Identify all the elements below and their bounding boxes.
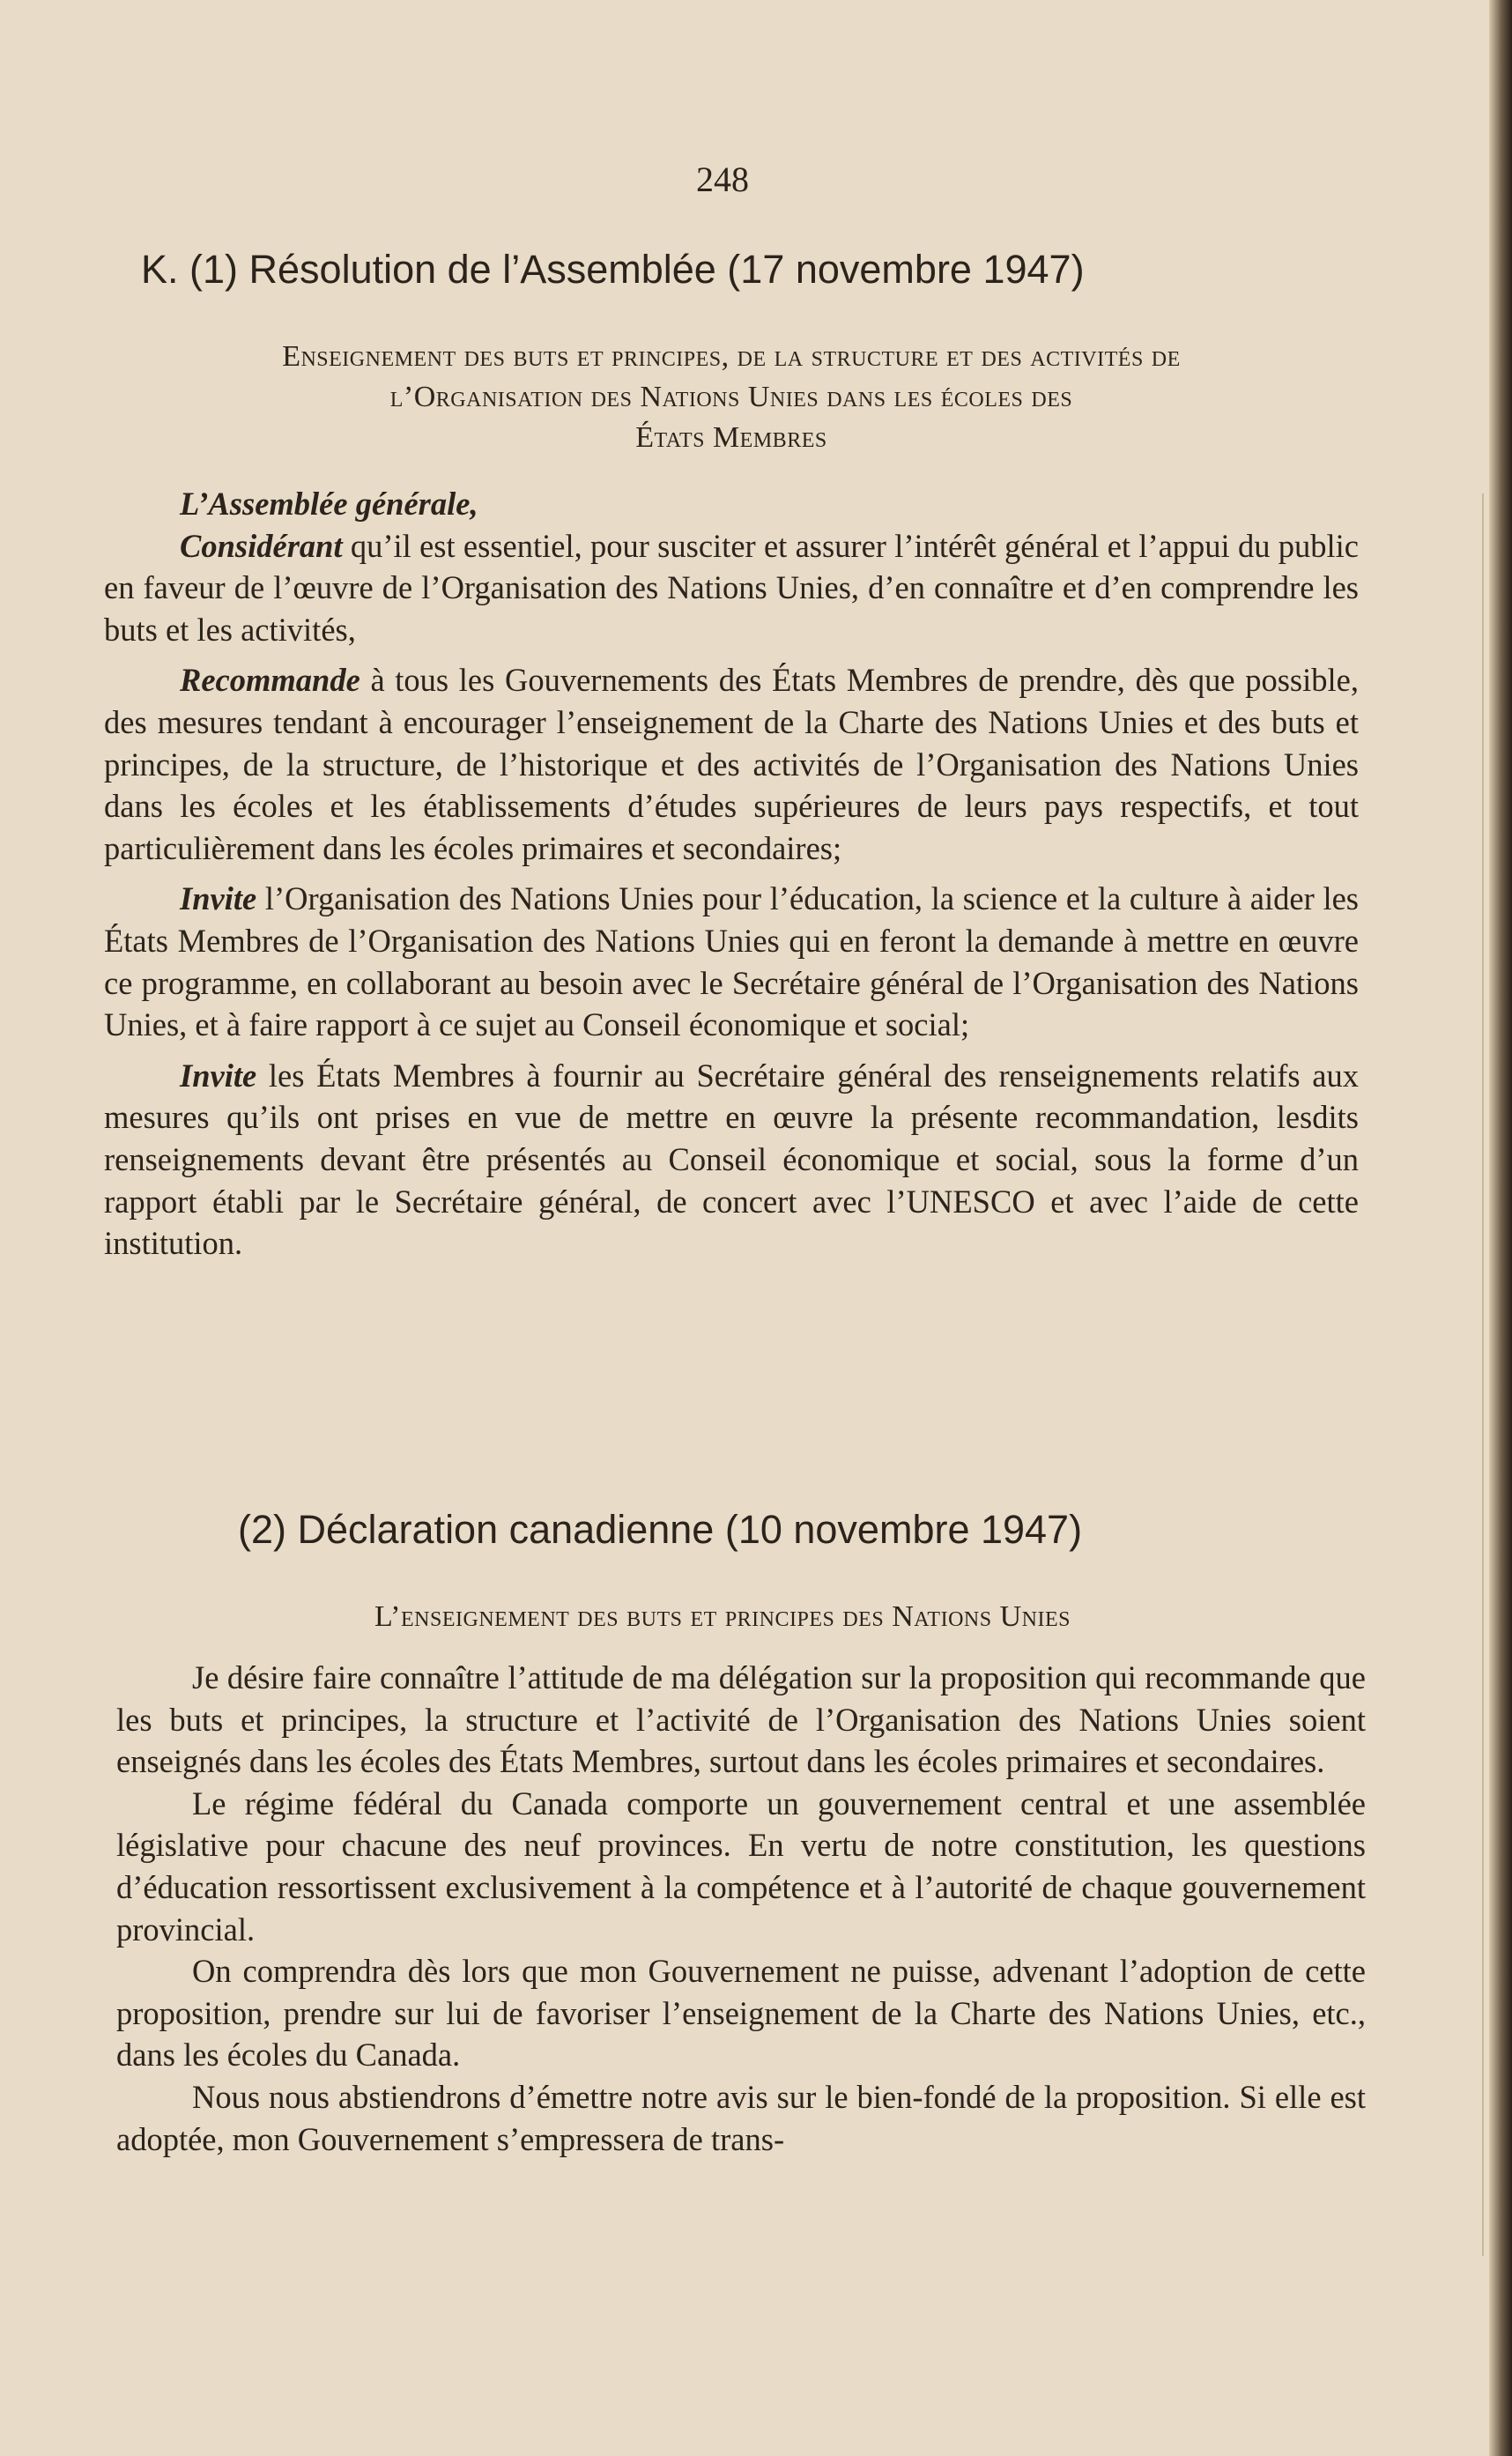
paragraph-text: les États Membres à fournir au Secrétaire général des renseignements relatifs aux mesures qu’ils ont prises en vue de mettre en œuvre la présente recommandation, lesdits renseignements devant être présentés au Conseil économique et social, sous la forme d’un rapport établi par le Secrétaire général, de concert avec l’UNESCO et avec l’aide de cette institution. (104, 1057, 1359, 1262)
section-k-subtitle-line1: Enseignement des buts et principes, de la structure et des activités de (282, 340, 1181, 373)
paragraph-considerant (104, 525, 1359, 651)
section-2-subtitle: L’enseignement des buts et principes des Nations Unies (374, 1600, 1071, 1633)
paragraph-text: à tous les Gouvernements des États Membres de prendre, dès que possible, des mesures tendant à encourager l’enseignement de la Charte des Nations Unies et des buts et principes, de la structure, de l’historique et des activités de l’Organisation des Nations Unies dans les écoles et les établissements d’études supérieures de leurs pays respectifs, et tout particulièrement dans les écoles primaires et secondaires; (104, 662, 1359, 866)
paragraph-invite-members (104, 1055, 1359, 1265)
paragraph-text: l’Organisation des Nations Unies pour l’éducation, la science et la culture à aider les États Membres de l’Organisation des Nations Unies qui en feront la demande à mettre en œuvre ce programme, en collaborant au besoin avec le Secrétaire général de l’Organisation des Nations Unies, et à faire rapport à ce sujet au Conseil économique et social; (104, 880, 1359, 1043)
section-k-subtitle (97, 337, 1366, 458)
paragraph-opening: Invite (180, 1057, 257, 1094)
paragraph-recommande (104, 659, 1359, 869)
declaration-paragraph: On comprendra dès lors que mon Gouvernement ne puisse, advenant l’adoption de cette proposition, prendre sur lui de favoriser l’enseignement de la Charte des Nations Unies, etc., dans les écoles du Canada. (116, 1953, 1366, 2074)
paragraph-text: qu’il est essentiel, pour susciter et assurer l’intérêt général et l’appui du public en faveur de l’œuvre de l’Organisation des Nations Unies, d’en connaître et d’en comprendre les buts et les activités, (104, 527, 1359, 648)
declaration-paragraph: Le régime fédéral du Canada comporte un gouvernement central et une assemblée législative pour chacune des neuf provinces. En vertu de notre constitution, les questions d’éducation ressortissent exclusivement à la compétence et à l’autorité de chaque gouvernement provincial. (116, 1784, 1366, 1948)
resolution-body (104, 483, 1359, 1265)
paragraph-opening: Recommande (180, 662, 360, 699)
section-k-subtitle-line2: l’Organisation des Nations Unies dans les écoles des (389, 381, 1073, 413)
declaration-paragraph: Je désire faire connaître l’attitude de ma délégation sur la proposition qui recommande que les buts et principes, la structure et l’activité de l’Organisation des Nations Unies soient enseignés dans les écoles des États Membres, surtout dans les écoles primaires et secondaires. (116, 1659, 1366, 1780)
section-2-heading: (2) Déclaration canadienne (10 novembre 1947) (238, 1507, 1083, 1552)
section-k-subtitle-line3: États Membres (635, 421, 827, 454)
assembly-label: L’Assemblée générale, (180, 486, 478, 522)
declaration-paragraph: Nous nous abstiendrons d’émettre notre avis sur le bien-fondé de la proposition. Si elle est adoptée, mon Gouvernement s’empressera de trans- (116, 2078, 1366, 2157)
paragraph-opening: Considérant (180, 527, 343, 564)
assembly-line (104, 483, 1359, 525)
section-k-heading: K. (1) Résolution de l’Assemblée (17 novembre 1947) (141, 247, 1085, 292)
declaration-body (116, 1657, 1366, 2160)
page-edge-shadow (1489, 0, 1512, 2456)
paragraph-invite-unesco (104, 878, 1359, 1045)
paragraph-opening: Invite (180, 880, 257, 917)
page-fold-line (1482, 493, 1484, 2256)
page-number: 248 (696, 160, 749, 199)
